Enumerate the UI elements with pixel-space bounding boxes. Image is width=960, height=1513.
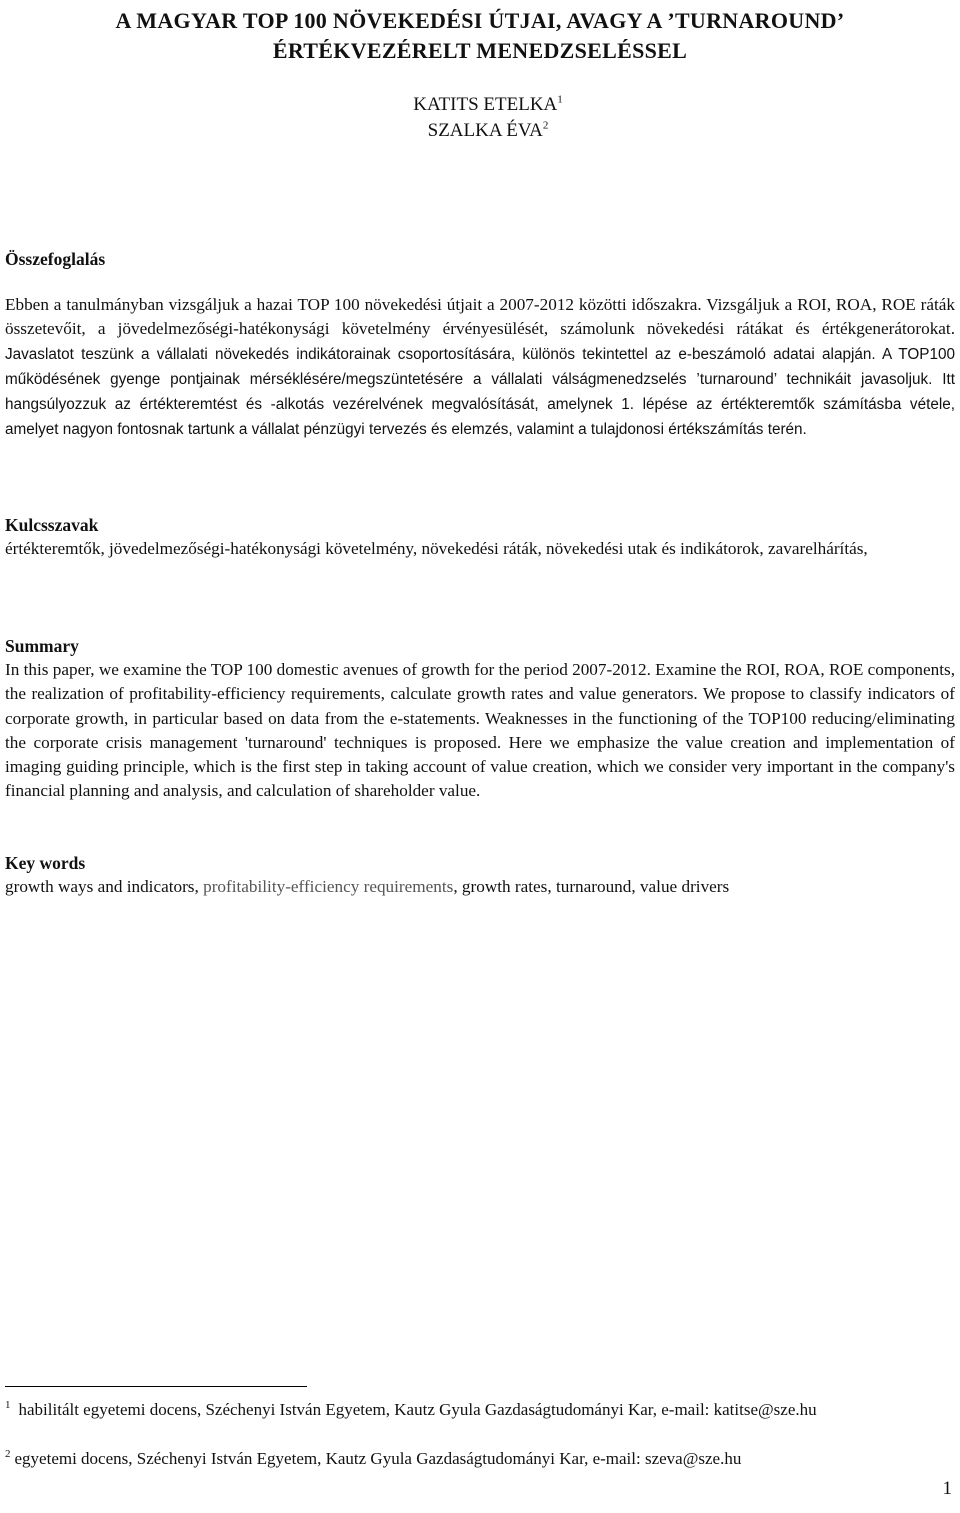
summary-text: In this paper, we examine the TOP 100 domestic avenues of growth for the period 2007-2012. Examine the ROI, ROA, ROE components, the realization of profitability-efficiency requirements, calculate growth rates and value generators. We propose to classify indicators of corporate growth, in particular based on data from the e-statements. Weaknesses in the functioning of the TOP100 reducing/eliminating the corporate crisis management 'turnaround' techniques is proposed. Here we emphasize the value creation and implementation of imaging guiding principle, which is the first step in taking account of value creation, which we consider very important in the company's financial planning and analysis, and calculation of shareholder value. xyxy=(5,660,955,801)
footnote-divider xyxy=(5,1386,307,1387)
abstract-hu-part-1: Ebben a tanulmányban vizsgáljuk a hazai TOP 100 növekedési útjait a 2007-2012 közötti időszakra. Vizsgáljuk a ROI, ROA, ROE ráták összetevőit, a jövedelmezőségi-hatékonysági követelmény érvényesülését, számolunk növekedési rátákat és értékgenerátorokat. xyxy=(5,295,955,339)
page-number: 1 xyxy=(942,1478,952,1499)
author-name: SZALKA ÉVA xyxy=(427,120,543,141)
footnote-text: egyetemi docens, Széchenyi István Egyetem, Kautz Gyula Gazdaságtudományi Kar, e-mail: szeva@sze.hu xyxy=(14,1449,742,1468)
keywords-heading-en: Key words xyxy=(5,853,86,873)
footnote-text: habilitált egyetemi docens, Széchenyi István Egyetem, Kautz Gyula Gazdaságtudományi Kar, e-mail: katitse@sze.hu xyxy=(18,1400,817,1419)
abstract-hu xyxy=(5,293,955,443)
keywords-en-part-3: , growth rates, turnaround, value drivers xyxy=(453,877,730,896)
keywords-en-part-1: growth ways and indicators, xyxy=(5,877,204,896)
author-2 xyxy=(0,118,960,144)
footnote-2 xyxy=(5,1447,955,1471)
footnote-mark: 1 xyxy=(5,1399,11,1412)
keywords-heading-hu: Kulcsszavak xyxy=(5,515,99,535)
keywords-en xyxy=(5,875,955,899)
footnote-1 xyxy=(5,1398,955,1422)
abstract-hu-part-2: Javaslatot teszünk a vállalati növekedés indikátorainak csoportosítására, különös tekintettel az e-beszámoló adatai alapján. A TOP100 működésének gyenge pontjainak mérséklésére/megszüntetésére a vállalati válságmenedzselés ’turnaround’ technikáit javasoljuk. Itt hangsúlyozzuk az értékteremtést és -alkotás vezérelvének megvalósítását, amelynek 1. lépése az értékteremtők számításba vétele, amelyet nagyon fontosnak tartunk a vállalat pénzügyi tervezés és elemzés, valamint a tulajdonosi értékszámítás terén. xyxy=(5,345,955,439)
footnote-mark: 2 xyxy=(5,1448,11,1461)
title-line-2: ÉRTÉKVEZÉRELT MENEDZSELÉSSEL xyxy=(272,38,688,63)
title-line-1: A MAGYAR TOP 100 NÖVEKEDÉSI ÚTJAI, AVAGY A ’TURNAROUND’ xyxy=(115,8,845,33)
author-name: KATITS ETELKA xyxy=(413,94,558,115)
paper-title xyxy=(0,6,960,66)
author-1 xyxy=(0,92,960,118)
keywords-en-part-2: profitability-efficiency requirements xyxy=(203,877,454,896)
author-list xyxy=(0,92,960,144)
keywords-hu: értékteremtők, jövedelmezőségi-hatékonysági követelmény, növekedési ráták, növekedési utak és indikátorok, zavarelhárítás, xyxy=(5,539,868,558)
footnote-marker: 1 xyxy=(557,93,563,106)
abstract-heading-hu: Összefoglalás xyxy=(5,249,106,269)
summary-heading: Summary xyxy=(5,636,79,656)
footnote-marker: 2 xyxy=(542,119,549,132)
